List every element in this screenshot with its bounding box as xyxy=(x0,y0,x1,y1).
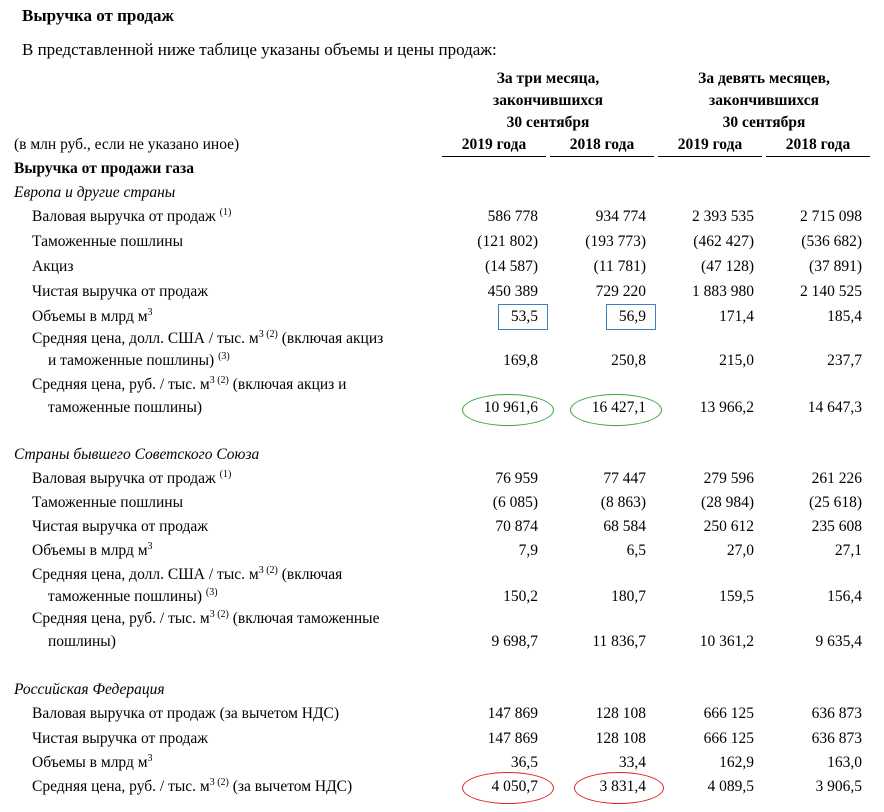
table-row: Средняя цена, руб. / тыс. $м^{3 (2)}$ (включая таможенные xyxy=(32,608,380,627)
table-row: Объемы в млрд $м^3$ 53,5 56,9 171,4 185,4 xyxy=(32,306,862,325)
table-row: Средняя цена, долл. США / тыс. $м^{3 (2)}$ (включая акциз xyxy=(32,328,384,347)
page-title: Выручка от продаж xyxy=(22,6,174,25)
table-row: Средняя цена, руб. / тыс. $м^{3 (2)}$ (включая акциз и xyxy=(32,374,347,393)
table-row: Чистая выручка от продаж 450 389 729 220 1 883 980 2 140 525 xyxy=(32,283,862,300)
column-header-9m-2018: 2018 года xyxy=(785,136,851,153)
subsection-title-russia: Российская Федерация xyxy=(14,681,165,698)
intro-text: В представленной ниже таблице указаны объемы и цены продаж: xyxy=(22,40,497,59)
column-rule xyxy=(658,156,762,157)
header-group-nine-months: За девять месяцев, закончившихся 30 сентября xyxy=(698,70,830,131)
column-rule xyxy=(442,156,546,157)
highlight-oval xyxy=(574,772,664,804)
table-row: Таможенные пошлины (6 085) (8 863) (28 984) (25 618) xyxy=(32,494,862,511)
table-row: Валовая выручка от продаж (за вычетом НДС) 147 869 128 108 666 125 636 873 xyxy=(32,705,862,722)
table-row: Чистая выручка от продаж 147 869 128 108 666 125 636 873 xyxy=(32,730,862,747)
table-row: Акциз (14 587) (11 781) (47 128) (37 891) xyxy=(32,258,862,275)
column-rule xyxy=(550,156,654,157)
units-note: (в млн руб., если не указано иное) xyxy=(14,136,240,153)
table-row: Валовая выручка от продаж $^{(1)}$ 586 778 934 774 2 393 535 2 715 098 xyxy=(32,206,862,225)
subsection-title-europe: Европа и другие страны xyxy=(14,184,176,201)
column-header-9m-2019: 2019 года xyxy=(677,136,743,153)
column-rule xyxy=(766,156,870,157)
highlight-box xyxy=(606,304,656,330)
table-row: Средняя цена, долл. США / тыс. $м^{3 (2)}$ (включая xyxy=(32,564,343,583)
column-header-q3-2019: 2019 года xyxy=(461,136,527,153)
highlight-oval xyxy=(462,394,554,426)
table-row: Объемы в млрд $м^3$ 36,5 33,4 162,9 163,0 xyxy=(32,752,862,771)
header-group-three-months: За три месяца, закончившихся 30 сентября xyxy=(492,70,603,131)
table-row: Валовая выручка от продаж $^{(1)}$ 76 959 77 447 279 596 261 226 xyxy=(32,468,862,487)
section-title: Выручка от продажи газа xyxy=(14,160,194,177)
table-row: пошлины) 9 698,7 11 836,7 10 361,2 9 635,4 xyxy=(48,633,862,650)
table-row: Средняя цена, руб. / тыс. $м^{3 (2)}$ (за вычетом НДС) 4 050,7 3 831,4 4 089,5 3 906,5 xyxy=(32,776,862,795)
table-row: таможенные пошлины) $^{(3)}$ 150,2 180,7 159,5 156,4 xyxy=(48,586,862,605)
highlight-box xyxy=(498,304,548,330)
highlight-oval xyxy=(462,772,554,804)
highlight-oval xyxy=(570,394,662,426)
subsection-title-fsu: Страны бывшего Советского Союза xyxy=(14,446,260,463)
table-row: Объемы в млрд $м^3$ 7,9 6,5 27,0 27,1 xyxy=(32,540,862,559)
table-row: таможенные пошлины) 10 961,6 16 427,1 13 966,2 14 647,3 xyxy=(48,399,862,416)
table-row: и таможенные пошлины) $^{(3)}$ 169,8 250,8 215,0 237,7 xyxy=(48,350,862,369)
column-header-q3-2018: 2018 года xyxy=(569,136,635,153)
table-row: Чистая выручка от продаж 70 874 68 584 250 612 235 608 xyxy=(32,518,862,535)
table-row: Таможенные пошлины (121 802) (193 773) (462 427) (536 682) xyxy=(32,233,862,250)
